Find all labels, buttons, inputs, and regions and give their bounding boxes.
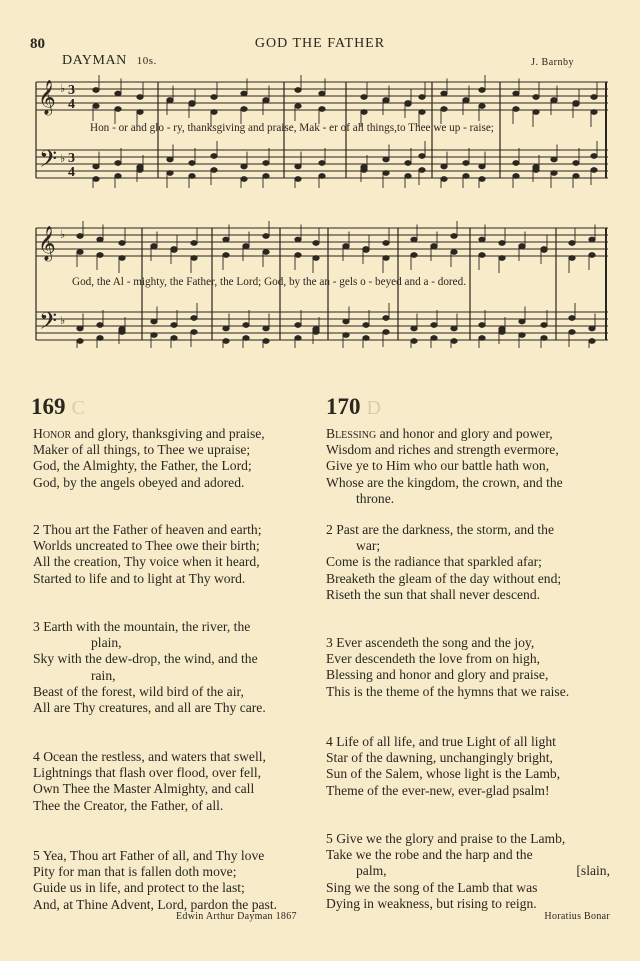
verse-line: Breaketh the gleam of the day without end; <box>326 570 562 586</box>
note-head <box>589 339 595 344</box>
verse-line: Worlds uncreated to Thee owe their birth; <box>33 538 260 554</box>
note-head <box>119 256 125 261</box>
stanza-170-1 <box>326 426 563 507</box>
note-head <box>499 241 505 246</box>
note-head <box>137 165 143 170</box>
note-head <box>223 339 229 344</box>
verse-line: Take we the robe and the harp and the <box>326 847 533 863</box>
note-head <box>499 327 505 332</box>
note-head <box>541 336 547 341</box>
verse-line: Whose are the kingdom, the crown, and the <box>326 474 563 490</box>
note-head <box>419 168 425 173</box>
note-head <box>97 237 103 242</box>
note-head <box>451 326 457 331</box>
verse-line: Wisdom and riches and strength evermore, <box>326 442 559 458</box>
note-head <box>151 244 157 249</box>
page-number: 80 <box>30 36 45 52</box>
note-head <box>115 161 121 166</box>
note-head <box>313 256 319 261</box>
hymn-number: 169 <box>31 394 66 419</box>
note-head <box>361 165 367 170</box>
author-credit-170: Horatius Bonar <box>544 911 610 922</box>
note-head <box>419 110 425 115</box>
verse-line: 3 Ever ascendeth the song and the joy, <box>326 635 535 650</box>
hymn-number-169 <box>31 394 85 420</box>
hymn-number: 170 <box>326 394 361 419</box>
note-head <box>313 241 319 246</box>
note-head <box>383 330 389 335</box>
note-head <box>451 250 457 255</box>
note-head <box>463 161 469 166</box>
note-head <box>479 237 485 242</box>
note-head <box>93 104 99 109</box>
note-head <box>479 336 485 341</box>
lyric-line-1: Hon - or and glo - ry, thanksgiving and praise, Mak - er of all things,to Thee we up - raise; <box>90 122 494 134</box>
music-system-1 <box>30 70 608 188</box>
stanza-170-4 <box>326 734 560 799</box>
verse-line: war; <box>356 538 381 554</box>
note-head <box>295 164 301 169</box>
stanza-169-3 <box>33 619 266 716</box>
svg-text:3: 3 <box>68 151 75 166</box>
note-head <box>463 98 469 103</box>
note-head <box>115 107 121 112</box>
svg-text:3: 3 <box>68 83 75 98</box>
note-head <box>151 319 157 324</box>
note-head <box>263 339 269 344</box>
note-head <box>171 336 177 341</box>
note-head <box>361 95 367 100</box>
note-head <box>573 174 579 179</box>
note-head <box>519 319 525 324</box>
note-head <box>479 164 485 169</box>
note-head <box>77 326 83 331</box>
stanza-170-3 <box>326 635 569 700</box>
note-head <box>533 95 539 100</box>
note-head <box>295 177 301 182</box>
note-head <box>119 241 125 246</box>
note-head <box>97 336 103 341</box>
note-head <box>383 316 389 321</box>
verse-line: Blessing and honor and glory and praise, <box>326 667 549 683</box>
note-head <box>513 174 519 179</box>
verse-line: Sky with the dew-drop, the wind, and the <box>33 651 258 667</box>
verse-line: God, by the angels obeyed and adored. <box>33 474 245 490</box>
verse-line: Ever descendeth the love from on high, <box>326 651 541 667</box>
note-head <box>263 326 269 331</box>
note-head <box>573 101 579 106</box>
note-head <box>499 256 505 261</box>
running-header: GOD THE FATHER <box>254 36 386 51</box>
note-head <box>343 244 349 249</box>
note-head <box>241 177 247 182</box>
note-head <box>191 256 197 261</box>
note-head <box>211 154 217 159</box>
verse-line: Lightnings that flash over flood, over fell, <box>33 765 262 781</box>
svg-text:4: 4 <box>68 97 75 112</box>
note-head <box>541 247 547 252</box>
stanza-169-1 <box>33 426 265 491</box>
note-head <box>189 174 195 179</box>
note-head <box>431 244 437 249</box>
note-head <box>405 174 411 179</box>
note-head <box>479 253 485 258</box>
note-head <box>243 336 249 341</box>
music-system-2 <box>30 212 608 348</box>
svg-text:𝄢: 𝄢 <box>39 145 58 178</box>
note-head <box>589 326 595 331</box>
verse-line: Give ye to Him who our battle hath won, <box>326 458 550 474</box>
note-head <box>171 323 177 328</box>
note-head <box>243 323 249 328</box>
note-head <box>263 234 269 239</box>
svg-text:4: 4 <box>68 165 75 180</box>
note-head <box>533 165 539 170</box>
note-head <box>319 161 325 166</box>
note-head <box>551 157 557 162</box>
note-head <box>151 333 157 338</box>
note-head <box>93 88 99 93</box>
note-head <box>189 161 195 166</box>
hymn-number-170 <box>326 394 381 420</box>
note-head <box>93 177 99 182</box>
verse-line: palm, <box>356 863 387 879</box>
verse-line: 2 Thou art the Father of heaven and earth; <box>33 522 262 537</box>
verse-line: rain, <box>91 667 116 683</box>
verse-line: Star of the dawning, unchangingly bright, <box>326 750 553 766</box>
note-head <box>119 327 125 332</box>
note-head <box>167 171 173 176</box>
stanza-170-2 <box>326 522 561 603</box>
note-head <box>513 107 519 112</box>
note-head <box>551 171 557 176</box>
note-head <box>591 168 597 173</box>
verse-line: Thee the Creator, the Father, of all. <box>33 797 224 813</box>
stanza-170-5 <box>326 831 610 912</box>
note-head <box>361 110 367 115</box>
verse-line: All the creation, Thy voice when it heard, <box>33 554 260 570</box>
note-head <box>383 157 389 162</box>
note-head <box>167 98 173 103</box>
note-head <box>441 177 447 182</box>
note-head <box>171 247 177 252</box>
note-head <box>541 323 547 328</box>
note-head <box>241 107 247 112</box>
note-head <box>441 91 447 96</box>
verse-line: 4 Ocean the restless, and waters that swell, <box>33 749 266 764</box>
verse-line: Guide us in life, and protect to the last; <box>33 880 245 896</box>
note-head <box>77 339 83 344</box>
note-head <box>589 237 595 242</box>
verse-line: Sun of the Salem, whose light is the Lamb, <box>326 766 561 782</box>
note-head <box>383 171 389 176</box>
note-head <box>551 98 557 103</box>
note-head <box>441 107 447 112</box>
verse-line: Maker of all things, to Thee we upraise; <box>33 442 251 458</box>
note-head <box>167 157 173 162</box>
stanza-169-2 <box>33 522 262 587</box>
svg-text:𝄞: 𝄞 <box>38 80 56 115</box>
note-head <box>137 95 143 100</box>
verse-line: Dying in weakness, but rising to reign. <box>326 895 537 911</box>
composer-name: J. Barnby <box>531 57 574 68</box>
svg-text:♭: ♭ <box>60 229 66 241</box>
verse-line: Sing we the song of the Lamb that was <box>326 879 538 895</box>
verse-line: 3 Earth with the mountain, the river, the <box>33 619 251 634</box>
note-head <box>411 237 417 242</box>
note-head <box>295 237 301 242</box>
note-head <box>431 323 437 328</box>
verse-line: throne. <box>356 490 395 506</box>
note-head <box>451 339 457 344</box>
note-head <box>569 256 575 261</box>
verse-line: Pity for man that is fallen doth move; <box>33 864 237 880</box>
tune-meter: 10s. <box>136 55 157 67</box>
verse-line: Started to life and to light at Thy word. <box>33 570 246 586</box>
drop-word: Honor <box>33 426 72 441</box>
note-head <box>115 91 121 96</box>
note-head <box>383 241 389 246</box>
verse-line: 5 Give we the glory and praise to the Lamb, <box>326 831 566 846</box>
stanza-169-4 <box>33 749 266 814</box>
note-head <box>115 174 121 179</box>
note-head <box>411 339 417 344</box>
note-head <box>319 174 325 179</box>
hymn-letter-mark: C <box>71 397 85 419</box>
note-head <box>411 253 417 258</box>
note-head <box>569 316 575 321</box>
note-head <box>569 330 575 335</box>
verse-line: Beast of the forest, wild bird of the air, <box>33 683 244 699</box>
note-head <box>223 253 229 258</box>
note-head <box>263 98 269 103</box>
note-head <box>211 95 217 100</box>
svg-text:♭: ♭ <box>60 153 66 165</box>
note-head <box>97 253 103 258</box>
verse-line: and glory, thanksgiving and praise, <box>71 426 265 441</box>
note-head <box>363 247 369 252</box>
lyric-line-2: God, the Al - mighty, the Father, the Lord; God, by the an - gels o - beyed and a - dored. <box>72 276 467 288</box>
verse-line: Come is the radiance that sparkled afar; <box>326 554 542 570</box>
verse-line-carry: [slain, <box>576 863 610 879</box>
note-head <box>533 110 539 115</box>
note-head <box>573 161 579 166</box>
note-head <box>295 253 301 258</box>
note-head <box>479 88 485 93</box>
note-head <box>263 161 269 166</box>
note-head <box>479 177 485 182</box>
note-head <box>295 336 301 341</box>
note-head <box>479 104 485 109</box>
verse-line: Riseth the sun that shall never descend. <box>326 586 541 602</box>
author-credit-169: Edwin Arthur Dayman 1867 <box>176 911 297 922</box>
note-head <box>191 330 197 335</box>
note-head <box>519 333 525 338</box>
note-head <box>419 154 425 159</box>
note-head <box>189 101 195 106</box>
verse-line: 5 Yea, Thou art Father of all, and Thy love <box>33 848 265 863</box>
note-head <box>431 336 437 341</box>
note-head <box>97 323 103 328</box>
note-head <box>463 174 469 179</box>
note-head <box>363 323 369 328</box>
svg-text:♭: ♭ <box>60 315 66 327</box>
verse-line: 4 Life of all life, and true Light of all light <box>326 734 556 749</box>
note-head <box>513 91 519 96</box>
note-head <box>77 250 83 255</box>
drop-word: Blessing <box>326 426 377 441</box>
tune-name <box>62 53 157 69</box>
note-head <box>405 101 411 106</box>
hymn-letter-mark: D <box>366 397 381 419</box>
note-head <box>263 174 269 179</box>
note-head <box>479 323 485 328</box>
note-head <box>383 256 389 261</box>
note-head <box>211 110 217 115</box>
note-head <box>319 91 325 96</box>
note-head <box>295 104 301 109</box>
note-head <box>591 110 597 115</box>
note-head <box>569 241 575 246</box>
note-head <box>93 164 99 169</box>
note-head <box>223 326 229 331</box>
note-head <box>411 326 417 331</box>
note-head <box>441 164 447 169</box>
verse-line: Theme of the ever-new, ever-glad psalm! <box>326 782 550 798</box>
note-head <box>343 319 349 324</box>
note-head <box>241 164 247 169</box>
note-head <box>223 237 229 242</box>
note-head <box>211 168 217 173</box>
note-head <box>191 316 197 321</box>
tune-title: DAYMAN <box>62 53 127 68</box>
svg-text:𝄞: 𝄞 <box>38 226 56 261</box>
note-head <box>295 88 301 93</box>
note-head <box>243 244 249 249</box>
note-head <box>319 107 325 112</box>
note-head <box>241 91 247 96</box>
verse-line: plain, <box>91 635 122 651</box>
svg-text:𝄢: 𝄢 <box>39 307 58 340</box>
note-head <box>137 110 143 115</box>
note-head <box>77 234 83 239</box>
svg-text:♭: ♭ <box>60 83 66 95</box>
verse-line: God, the Almighty, the Father, the Lord; <box>33 458 252 474</box>
verse-line: And, at Thine Advent, Lord, pardon the past. <box>33 896 278 912</box>
verse-line: This is the theme of the hymns that we raise. <box>326 683 570 699</box>
note-head <box>519 244 525 249</box>
note-head <box>419 95 425 100</box>
note-head <box>451 234 457 239</box>
note-head <box>263 250 269 255</box>
note-head <box>405 161 411 166</box>
verse-line: 2 Past are the darkness, the storm, and the <box>326 522 555 537</box>
note-head <box>363 336 369 341</box>
verse-line: Own Thee the Master Almighty, and call <box>33 781 255 797</box>
verse-line: All are Thy creatures, and all are Thy care. <box>33 700 266 716</box>
stanza-169-5 <box>33 848 277 913</box>
note-head <box>383 98 389 103</box>
note-head <box>589 253 595 258</box>
verse-line: and honor and glory and power, <box>376 426 553 441</box>
note-head <box>191 241 197 246</box>
note-head <box>313 327 319 332</box>
note-head <box>513 161 519 166</box>
note-head <box>295 323 301 328</box>
note-head <box>591 154 597 159</box>
note-head <box>591 95 597 100</box>
note-head <box>343 333 349 338</box>
